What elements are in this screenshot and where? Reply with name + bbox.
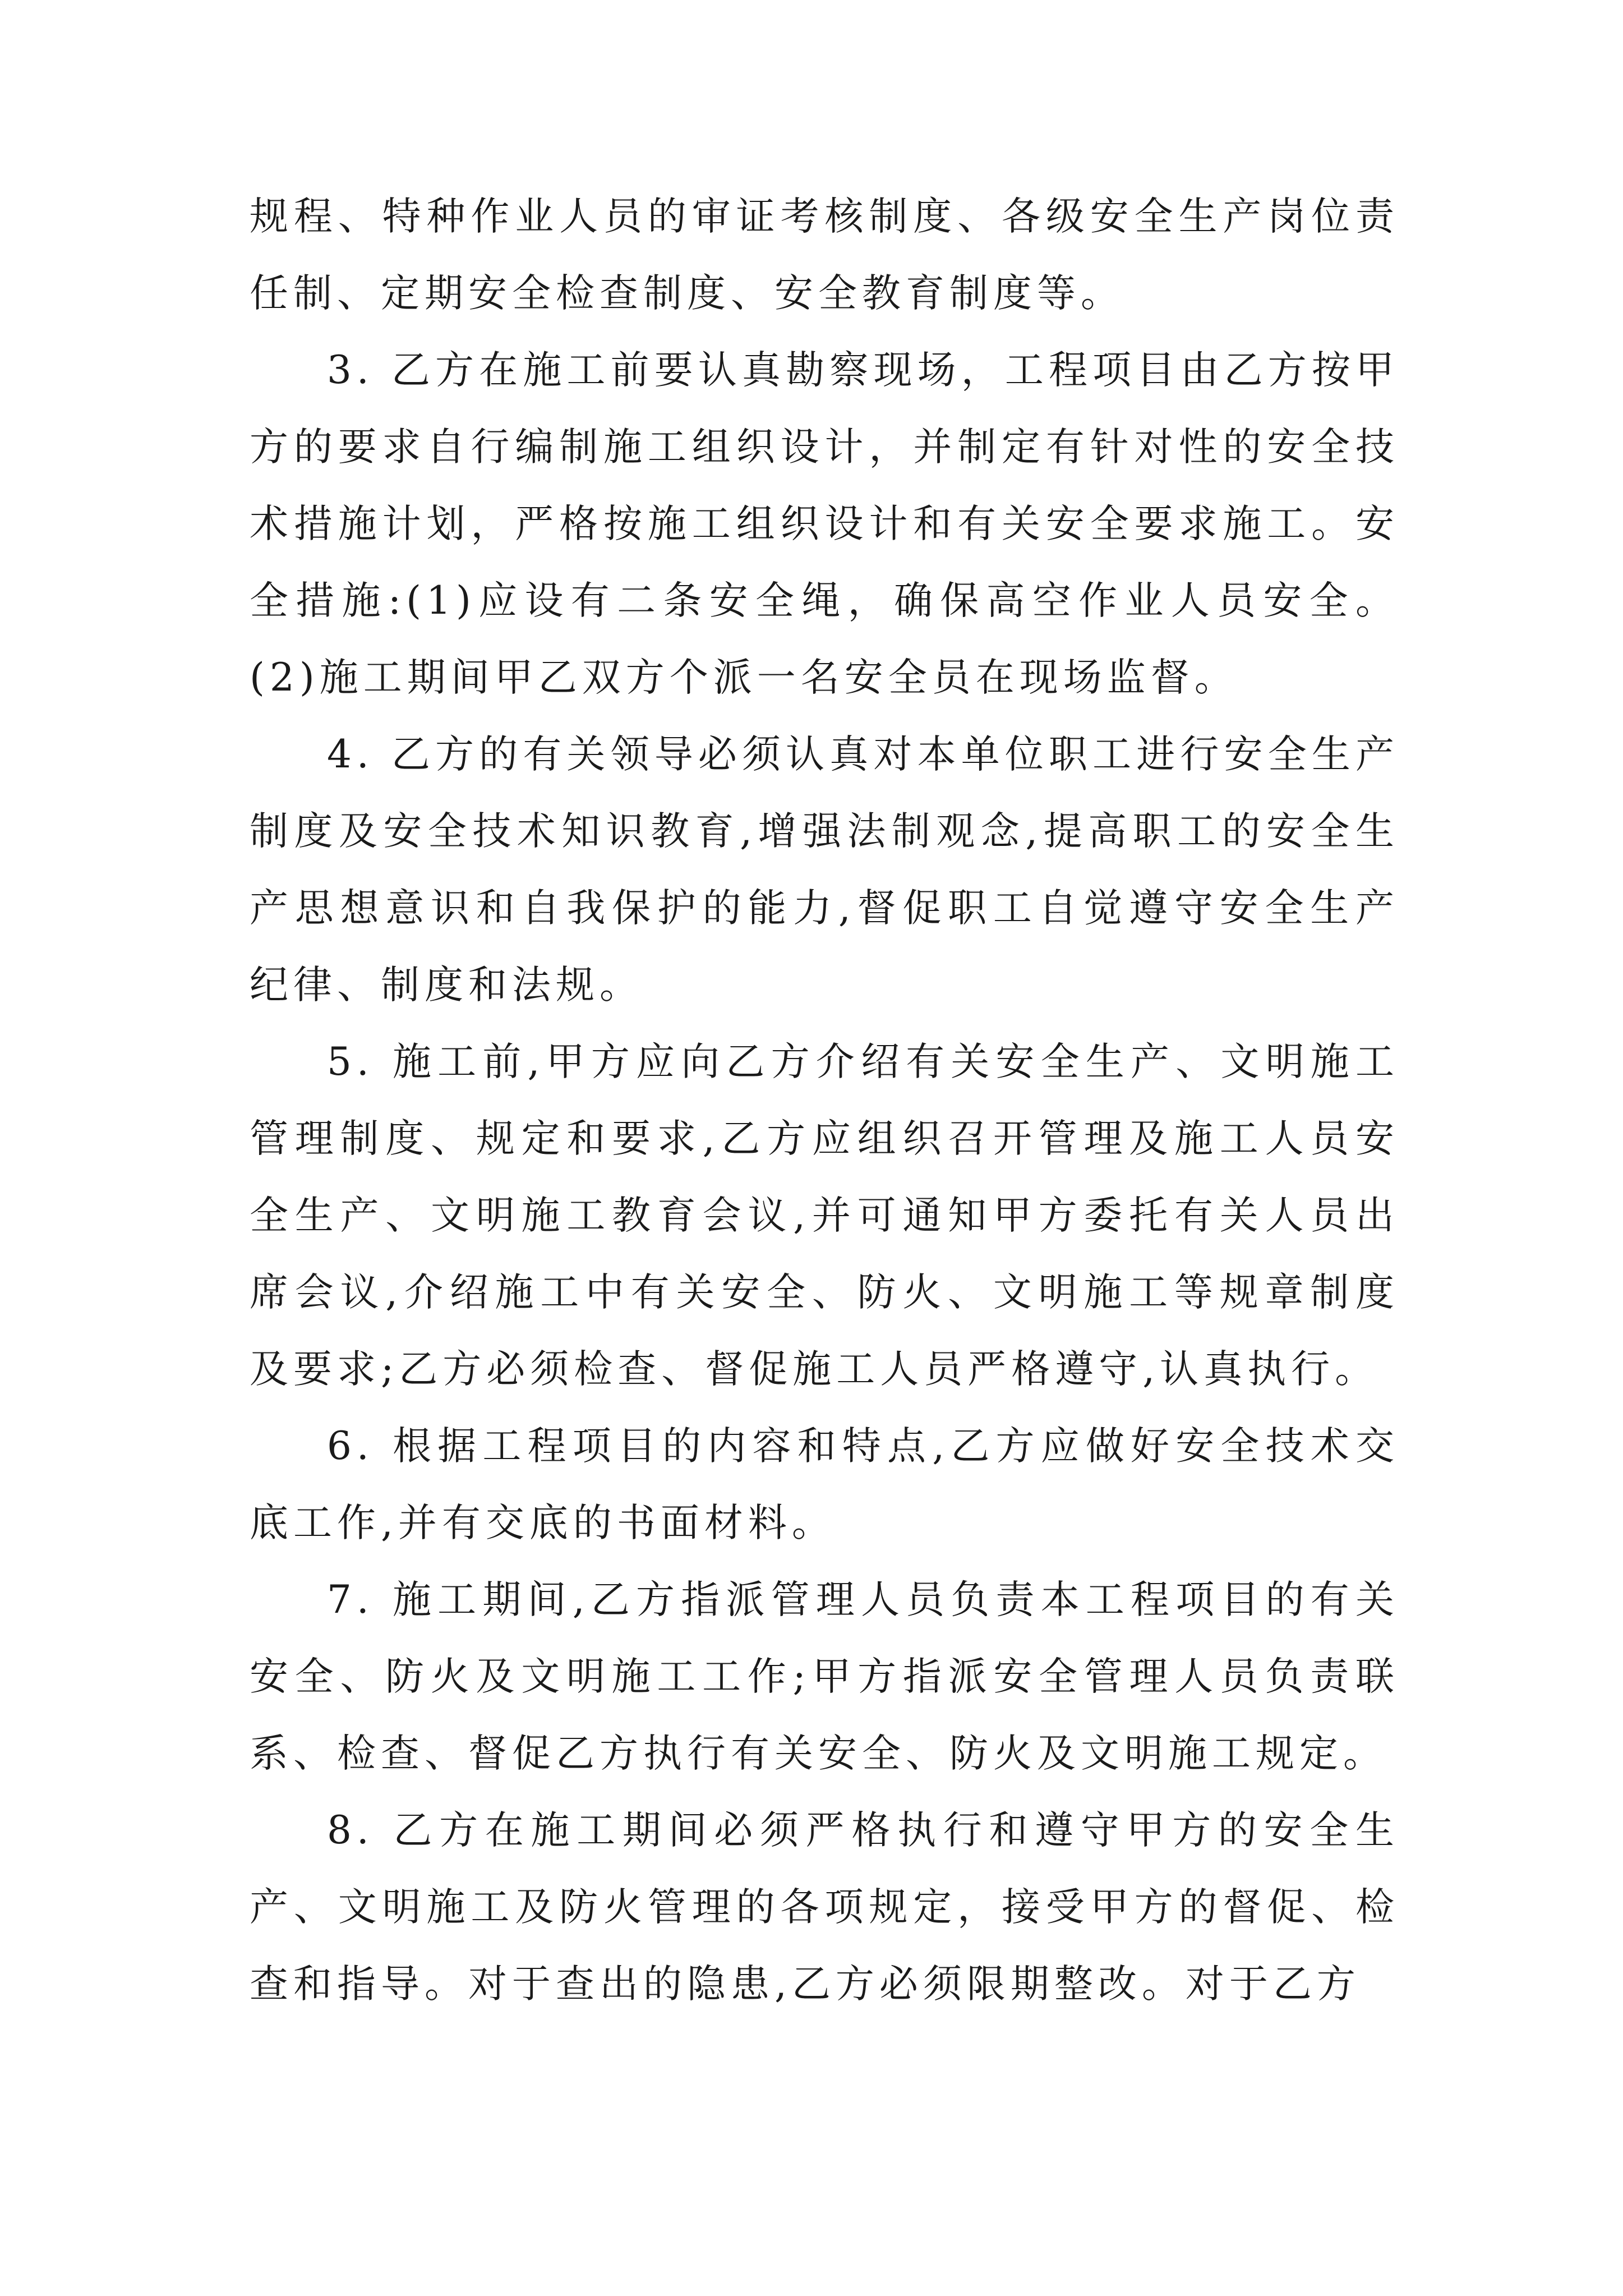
paragraph-item-4: 4. 乙方的有关领导必须认真对本单位职工进行安全生产制度及安全技术知识教育,增强法制观念,提高职工的安全生产思想意识和自我保护的能力,督促职工自觉遵守安全生产纪律、制度和法规。 xyxy=(250,732,1399,1007)
paragraph-item-3: 3. 乙方在施工前要认真勘察现场，工程项目由乙方按甲方的要求自行编制施工组织设计，并制定有针对性的安全技术措施计划，严格按施工组织设计和有关安全要求施工。安全措施:(1)应设有二条安全绳，确保高空作业人员安全。(2)施工期间甲乙双方个派一名安全员在现场监督。 xyxy=(250,348,1399,700)
paragraph-item-8: 8. 乙方在施工期间必须严格执行和遵守甲方的安全生产、文明施工及防火管理的各项规定，接受甲方的督促、检查和指导。对于查出的隐患,乙方必须限期整改。对于乙方 xyxy=(250,1808,1399,2007)
paragraph-item-7: 7. 施工期间,乙方指派管理人员负责本工程项目的有关安全、防火及文明施工工作;甲方指派安全管理人员负责联系、检查、督促乙方执行有关安全、防火及文明施工规定。 xyxy=(250,1577,1399,1776)
paragraph-item-5: 5. 施工前,甲方应向乙方介绍有关安全生产、文明施工管理制度、规定和要求,乙方应组织召开管理及施工人员安全生产、文明施工教育会议,并可通知甲方委托有关人员出席会议,介绍施工中有关安全、防火、文明施工等规章制度及要求;乙方必须检查、督促施工人员严格遵守,认真执行。 xyxy=(250,1039,1399,1392)
document-page xyxy=(250,178,1399,2023)
paragraph-continuation: 规程、特种作业人员的审证考核制度、各级安全生产岗位责任制、定期安全检查制度、安全教育制度等。 xyxy=(250,194,1399,316)
paragraph-item-6: 6. 根据工程项目的内容和特点,乙方应做好安全技术交底工作,并有交底的书面材料。 xyxy=(250,1424,1399,1545)
